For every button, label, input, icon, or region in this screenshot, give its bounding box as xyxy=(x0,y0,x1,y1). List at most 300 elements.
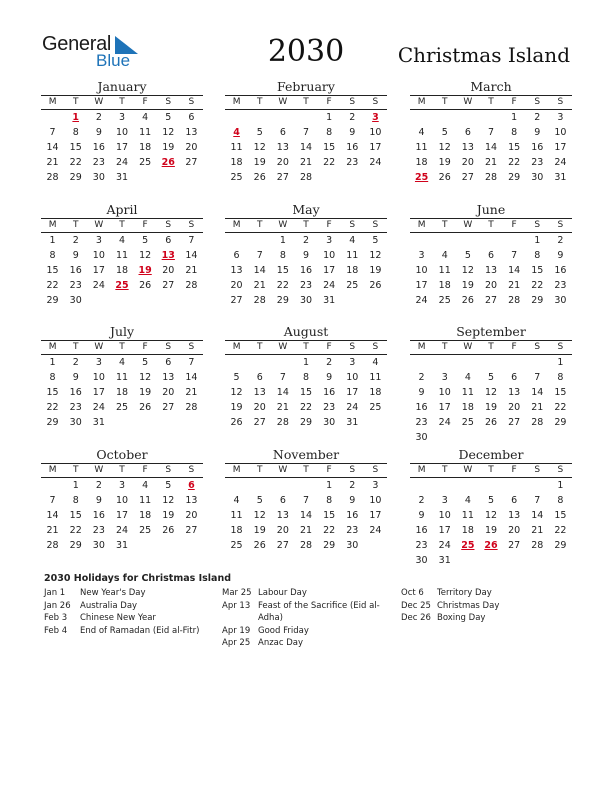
day-cell: 19 xyxy=(162,142,175,153)
weekday-label: T xyxy=(119,465,125,475)
day-cell: 2 xyxy=(72,357,79,368)
day-cell: 17 xyxy=(369,510,382,521)
day-cell: 11 xyxy=(415,142,428,153)
weekday-label: T xyxy=(303,97,309,107)
day-cell: 21 xyxy=(185,265,198,276)
weekday-label: M xyxy=(48,342,57,352)
day-cell: 22 xyxy=(508,157,521,168)
empty-cell xyxy=(479,430,502,445)
day-cell: 1 xyxy=(49,235,56,246)
empty-cell xyxy=(180,415,203,430)
day-cell: 18 xyxy=(115,265,129,276)
day-cell: 7 xyxy=(188,357,195,368)
weekday-label: S xyxy=(165,220,172,230)
empty-cell xyxy=(364,415,387,430)
day-cell: 26 xyxy=(369,280,382,291)
day-cell: 16 xyxy=(415,525,428,536)
weekday-label: W xyxy=(463,465,473,475)
week-row xyxy=(225,538,387,553)
day-cell: 28 xyxy=(185,402,198,413)
month-grid xyxy=(41,463,203,553)
day-cell: 22 xyxy=(46,280,59,291)
weekday-label: W xyxy=(278,220,288,230)
day-cell: 17 xyxy=(92,265,105,276)
day-cell: 23 xyxy=(346,525,359,536)
weekday-label: F xyxy=(511,97,517,107)
day-cell: 15 xyxy=(531,265,544,276)
weekday-label: T xyxy=(488,465,494,475)
empty-cell xyxy=(410,110,433,125)
week-row xyxy=(41,170,203,185)
week-row xyxy=(410,478,572,493)
weekday-header xyxy=(225,464,387,478)
weekday-header xyxy=(41,96,203,110)
day-cell: 5 xyxy=(165,112,172,123)
day-cell: 20 xyxy=(185,510,198,521)
day-cell: 18 xyxy=(438,280,451,291)
week-row xyxy=(410,125,572,140)
day-cell: 19 xyxy=(253,525,266,536)
empty-cell xyxy=(180,538,203,553)
day-cell: 18 xyxy=(115,387,129,398)
day-cell: 21 xyxy=(185,387,198,398)
holiday-name: Chinese New Year xyxy=(80,613,156,623)
holiday-column xyxy=(222,587,386,650)
day-cell: 14 xyxy=(253,265,266,276)
day-cell: 22 xyxy=(323,157,336,168)
day-cell: 28 xyxy=(484,172,498,183)
day-cell: 8 xyxy=(557,372,564,383)
month-grid xyxy=(41,95,203,185)
day-cell: 31 xyxy=(438,555,451,566)
weekday-label: F xyxy=(142,97,148,107)
day-cell: 21 xyxy=(508,280,521,291)
day-cell: 27 xyxy=(276,540,289,551)
day-cell: 2 xyxy=(349,480,356,491)
day-cell: 27 xyxy=(484,295,498,306)
day-cell: 11 xyxy=(438,265,451,276)
day-cell: 17 xyxy=(369,142,382,153)
day-cell: 27 xyxy=(461,172,474,183)
day-cell: 25 xyxy=(438,295,451,306)
empty-cell xyxy=(271,478,294,493)
weekday-label: T xyxy=(119,342,125,352)
month-august xyxy=(225,324,387,430)
weekday-label: F xyxy=(326,465,332,475)
week-row xyxy=(225,415,387,430)
holiday-item xyxy=(222,587,386,600)
day-cell: 23 xyxy=(346,157,359,168)
weekday-label: T xyxy=(256,97,263,107)
holiday-name: Good Friday xyxy=(258,625,309,636)
day-cell: 3 xyxy=(326,235,333,246)
day-cell: 16 xyxy=(531,142,544,153)
day-cell: 12 xyxy=(253,510,266,521)
month-may xyxy=(225,202,387,308)
day-cell: 19 xyxy=(461,280,474,291)
day-cell: 28 xyxy=(531,417,544,428)
week-row xyxy=(225,263,387,278)
month-grid xyxy=(410,218,572,308)
day-cell: 1 xyxy=(326,480,333,491)
day-cell: 31 xyxy=(115,172,129,183)
holiday-item xyxy=(222,625,386,638)
day-cell: 6 xyxy=(487,250,495,261)
day-cell: 7 xyxy=(534,372,541,383)
day-cell: 28 xyxy=(185,280,198,291)
week-row xyxy=(225,355,387,370)
day-cell: 8 xyxy=(557,495,564,506)
day-cell: 26 xyxy=(253,172,266,183)
month-name: April xyxy=(106,202,138,217)
day-cell: 14 xyxy=(185,250,198,261)
day-cell: 27 xyxy=(508,417,521,428)
empty-cell xyxy=(364,170,387,185)
day-cell: 21 xyxy=(531,525,544,536)
month-october xyxy=(41,447,203,553)
day-cell: 24 xyxy=(369,525,382,536)
day-cell: 26 xyxy=(139,402,152,413)
day-cell: 22 xyxy=(323,525,336,536)
day-cell: 29 xyxy=(554,540,567,551)
day-cell: 8 xyxy=(326,127,333,138)
day-cell: 30 xyxy=(92,540,105,551)
day-cell: 31 xyxy=(346,417,359,428)
day-cell: 16 xyxy=(346,142,359,153)
day-cell: 22 xyxy=(69,525,82,536)
month-grid xyxy=(41,340,203,430)
holidays-title: 2030 Holidays for Christmas Island xyxy=(44,573,232,584)
day-cell: 7 xyxy=(534,495,541,506)
day-cell: 11 xyxy=(139,127,152,138)
day-cell: 11 xyxy=(346,250,359,261)
day-cell: 9 xyxy=(418,510,425,521)
day-cell: 16 xyxy=(92,142,105,153)
day-cell: 24 xyxy=(346,402,359,413)
empty-cell xyxy=(157,170,180,185)
empty-cell xyxy=(157,415,180,430)
weekday-label: S xyxy=(165,342,172,352)
empty-cell xyxy=(410,355,433,370)
day-cell: 9 xyxy=(418,387,425,398)
empty-cell xyxy=(87,293,110,308)
day-cell: 20 xyxy=(162,265,175,276)
day-cell: 7 xyxy=(302,127,310,138)
weekday-label: W xyxy=(278,465,288,475)
day-cell: 19 xyxy=(230,402,243,413)
week-row xyxy=(41,385,203,400)
day-cell: 6 xyxy=(165,235,172,246)
day-cell: 25 xyxy=(369,402,382,413)
empty-cell xyxy=(110,415,133,430)
day-cell: 14 xyxy=(185,372,198,383)
empty-cell xyxy=(456,355,479,370)
day-cell: 30 xyxy=(531,172,544,183)
day-cell: 29 xyxy=(299,417,313,428)
day-cell: 28 xyxy=(46,172,59,183)
day-cell: 1 xyxy=(279,235,286,246)
day-cell: 25 xyxy=(115,402,129,413)
empty-cell xyxy=(433,110,456,125)
week-row xyxy=(225,508,387,523)
day-cell: 9 xyxy=(302,250,310,261)
day-cell: 10 xyxy=(415,265,428,276)
holiday-date: Dec 26 xyxy=(401,613,431,623)
day-cell: 18 xyxy=(369,387,382,398)
week-row xyxy=(41,125,203,140)
day-cell: 22 xyxy=(554,525,567,536)
week-row xyxy=(410,293,572,308)
day-cell: 15 xyxy=(554,387,567,398)
empty-cell xyxy=(134,293,157,308)
day-cell: 12 xyxy=(484,387,498,398)
holiday-item xyxy=(44,600,208,613)
week-row xyxy=(410,155,572,170)
weekday-label: T xyxy=(303,342,309,352)
empty-cell xyxy=(294,478,317,493)
day-cell: 17 xyxy=(92,387,105,398)
weekday-header xyxy=(410,96,572,110)
empty-cell xyxy=(433,478,456,493)
weekday-header xyxy=(41,341,203,355)
day-cell: 21 xyxy=(484,157,498,168)
day-cell: 2 xyxy=(95,112,102,123)
weekday-label: W xyxy=(94,220,104,230)
weekday-label: M xyxy=(232,342,241,352)
day-cell: 28 xyxy=(46,540,59,551)
empty-cell xyxy=(433,355,456,370)
day-cell: 13 xyxy=(162,372,175,383)
day-cell: 13 xyxy=(276,142,289,153)
day-cell: 9 xyxy=(72,372,79,383)
day-cell: 9 xyxy=(326,372,333,383)
weekday-label: S xyxy=(349,342,356,352)
day-cell: 12 xyxy=(162,127,175,138)
week-row xyxy=(410,248,572,263)
day-cell: 4 xyxy=(464,495,471,506)
day-cell: 23 xyxy=(415,417,428,428)
day-cell: 4 xyxy=(233,127,240,138)
week-row xyxy=(410,140,572,155)
day-cell: 31 xyxy=(554,172,567,183)
month-december xyxy=(410,447,572,568)
day-cell: 6 xyxy=(188,480,195,491)
day-cell: 1 xyxy=(326,112,333,123)
weekday-label: T xyxy=(256,342,263,352)
holiday-name: Feast of the Sacrifice (Eid al-Adha) xyxy=(258,600,380,623)
week-row xyxy=(41,493,203,508)
logo-text-blue: Blue xyxy=(96,51,131,70)
day-cell: 24 xyxy=(92,280,105,291)
weekday-label: T xyxy=(441,97,448,107)
holiday-item xyxy=(44,612,208,625)
day-cell: 15 xyxy=(276,265,289,276)
week-row xyxy=(410,355,572,370)
holiday-item xyxy=(44,625,208,638)
empty-cell xyxy=(456,110,479,125)
day-cell: 29 xyxy=(69,172,82,183)
day-cell: 27 xyxy=(162,402,175,413)
day-cell: 29 xyxy=(554,417,567,428)
week-row xyxy=(410,430,572,445)
holiday-name: End of Ramadan (Eid al-Fitr) xyxy=(80,625,200,636)
day-cell: 24 xyxy=(115,525,129,536)
day-cell: 7 xyxy=(49,127,56,138)
weekday-header xyxy=(410,219,572,233)
week-row xyxy=(410,110,572,125)
day-cell: 17 xyxy=(438,402,451,413)
weekday-label: F xyxy=(142,220,148,230)
day-cell: 23 xyxy=(69,402,82,413)
holiday-name: Australia Day xyxy=(80,600,138,611)
empty-cell xyxy=(180,293,203,308)
week-row xyxy=(41,293,203,308)
day-cell: 5 xyxy=(441,127,448,138)
day-cell: 4 xyxy=(441,250,448,261)
day-cell: 26 xyxy=(484,540,498,551)
day-cell: 23 xyxy=(323,402,336,413)
day-cell: 9 xyxy=(349,495,356,506)
empty-cell xyxy=(433,233,456,248)
day-cell: 21 xyxy=(253,280,266,291)
day-cell: 19 xyxy=(369,265,382,276)
day-cell: 30 xyxy=(92,172,105,183)
day-cell: 28 xyxy=(276,417,289,428)
weekday-label: F xyxy=(511,342,517,352)
day-cell: 6 xyxy=(279,495,286,506)
day-cell: 5 xyxy=(256,127,263,138)
weekday-label: F xyxy=(326,342,332,352)
day-cell: 18 xyxy=(415,157,428,168)
day-cell: 7 xyxy=(302,495,310,506)
day-cell: 3 xyxy=(372,112,379,123)
empty-cell xyxy=(157,538,180,553)
day-cell: 7 xyxy=(188,235,195,246)
empty-cell xyxy=(479,355,502,370)
day-cell: 29 xyxy=(323,540,336,551)
day-cell: 8 xyxy=(49,250,56,261)
day-cell: 8 xyxy=(49,372,56,383)
day-cell: 18 xyxy=(139,142,152,153)
day-cell: 24 xyxy=(323,280,336,291)
empty-cell xyxy=(271,355,294,370)
month-name: January xyxy=(97,79,147,94)
month-name: February xyxy=(277,79,335,94)
day-cell: 17 xyxy=(115,510,129,521)
day-cell: 25 xyxy=(346,280,359,291)
day-cell: 19 xyxy=(139,387,152,398)
day-cell: 12 xyxy=(484,510,498,521)
weekday-label: S xyxy=(557,342,564,352)
weekday-label: W xyxy=(94,342,104,352)
day-cell: 30 xyxy=(415,555,428,566)
month-name: May xyxy=(292,202,320,217)
day-cell: 12 xyxy=(139,250,152,261)
weekday-label: F xyxy=(142,465,148,475)
day-cell: 16 xyxy=(323,387,336,398)
day-cell: 19 xyxy=(484,402,498,413)
day-cell: 20 xyxy=(162,387,175,398)
week-row xyxy=(41,370,203,385)
weekday-label: S xyxy=(557,97,564,107)
day-cell: 17 xyxy=(115,142,129,153)
holiday-column xyxy=(44,587,208,637)
day-cell: 27 xyxy=(276,172,289,183)
weekday-label: M xyxy=(417,465,426,475)
weekday-label: M xyxy=(48,465,57,475)
holiday-item xyxy=(44,587,208,600)
week-row xyxy=(41,155,203,170)
day-cell: 19 xyxy=(438,157,451,168)
day-cell: 18 xyxy=(230,525,243,536)
week-row xyxy=(410,508,572,523)
day-cell: 30 xyxy=(323,417,336,428)
weekday-label: S xyxy=(557,220,564,230)
empty-cell xyxy=(225,233,248,248)
empty-cell xyxy=(41,478,64,493)
day-cell: 13 xyxy=(461,142,474,153)
week-row xyxy=(225,370,387,385)
day-cell: 22 xyxy=(299,402,313,413)
week-row xyxy=(41,248,203,263)
day-cell: 5 xyxy=(372,235,379,246)
day-cell: 3 xyxy=(118,480,126,491)
week-row xyxy=(225,278,387,293)
month-june xyxy=(410,202,572,308)
day-cell: 20 xyxy=(461,157,474,168)
day-cell: 8 xyxy=(279,250,286,261)
week-row xyxy=(41,355,203,370)
day-cell: 1 xyxy=(557,480,564,491)
day-cell: 22 xyxy=(554,402,567,413)
day-cell: 1 xyxy=(72,112,80,123)
day-cell: 23 xyxy=(415,540,428,551)
day-cell: 6 xyxy=(464,127,471,138)
day-cell: 11 xyxy=(230,510,243,521)
month-grid xyxy=(225,340,387,430)
day-cell: 23 xyxy=(92,157,105,168)
week-row xyxy=(410,263,572,278)
week-row xyxy=(225,248,387,263)
day-cell: 20 xyxy=(508,525,521,536)
week-row xyxy=(410,385,572,400)
empty-cell xyxy=(410,478,433,493)
weekday-label: M xyxy=(417,97,426,107)
weekday-label: M xyxy=(232,220,241,230)
empty-cell xyxy=(479,233,502,248)
day-cell: 25 xyxy=(414,172,429,183)
empty-cell xyxy=(526,553,549,568)
holiday-date: Feb 3 xyxy=(44,613,68,623)
weekday-label: T xyxy=(256,465,263,475)
day-cell: 10 xyxy=(438,510,451,521)
weekday-label: F xyxy=(326,220,332,230)
holiday-date: Dec 25 xyxy=(401,600,431,611)
weekday-label: W xyxy=(278,342,288,352)
week-row xyxy=(41,478,203,493)
week-row xyxy=(225,170,387,185)
day-cell: 25 xyxy=(230,172,243,183)
day-cell: 30 xyxy=(554,295,567,306)
day-cell: 27 xyxy=(253,417,266,428)
empty-cell xyxy=(157,293,180,308)
day-cell: 31 xyxy=(323,295,336,306)
day-cell: 4 xyxy=(142,112,149,123)
empty-cell xyxy=(456,430,479,445)
weekday-label: T xyxy=(72,342,79,352)
day-cell: 25 xyxy=(461,417,474,428)
day-cell: 25 xyxy=(230,540,243,551)
